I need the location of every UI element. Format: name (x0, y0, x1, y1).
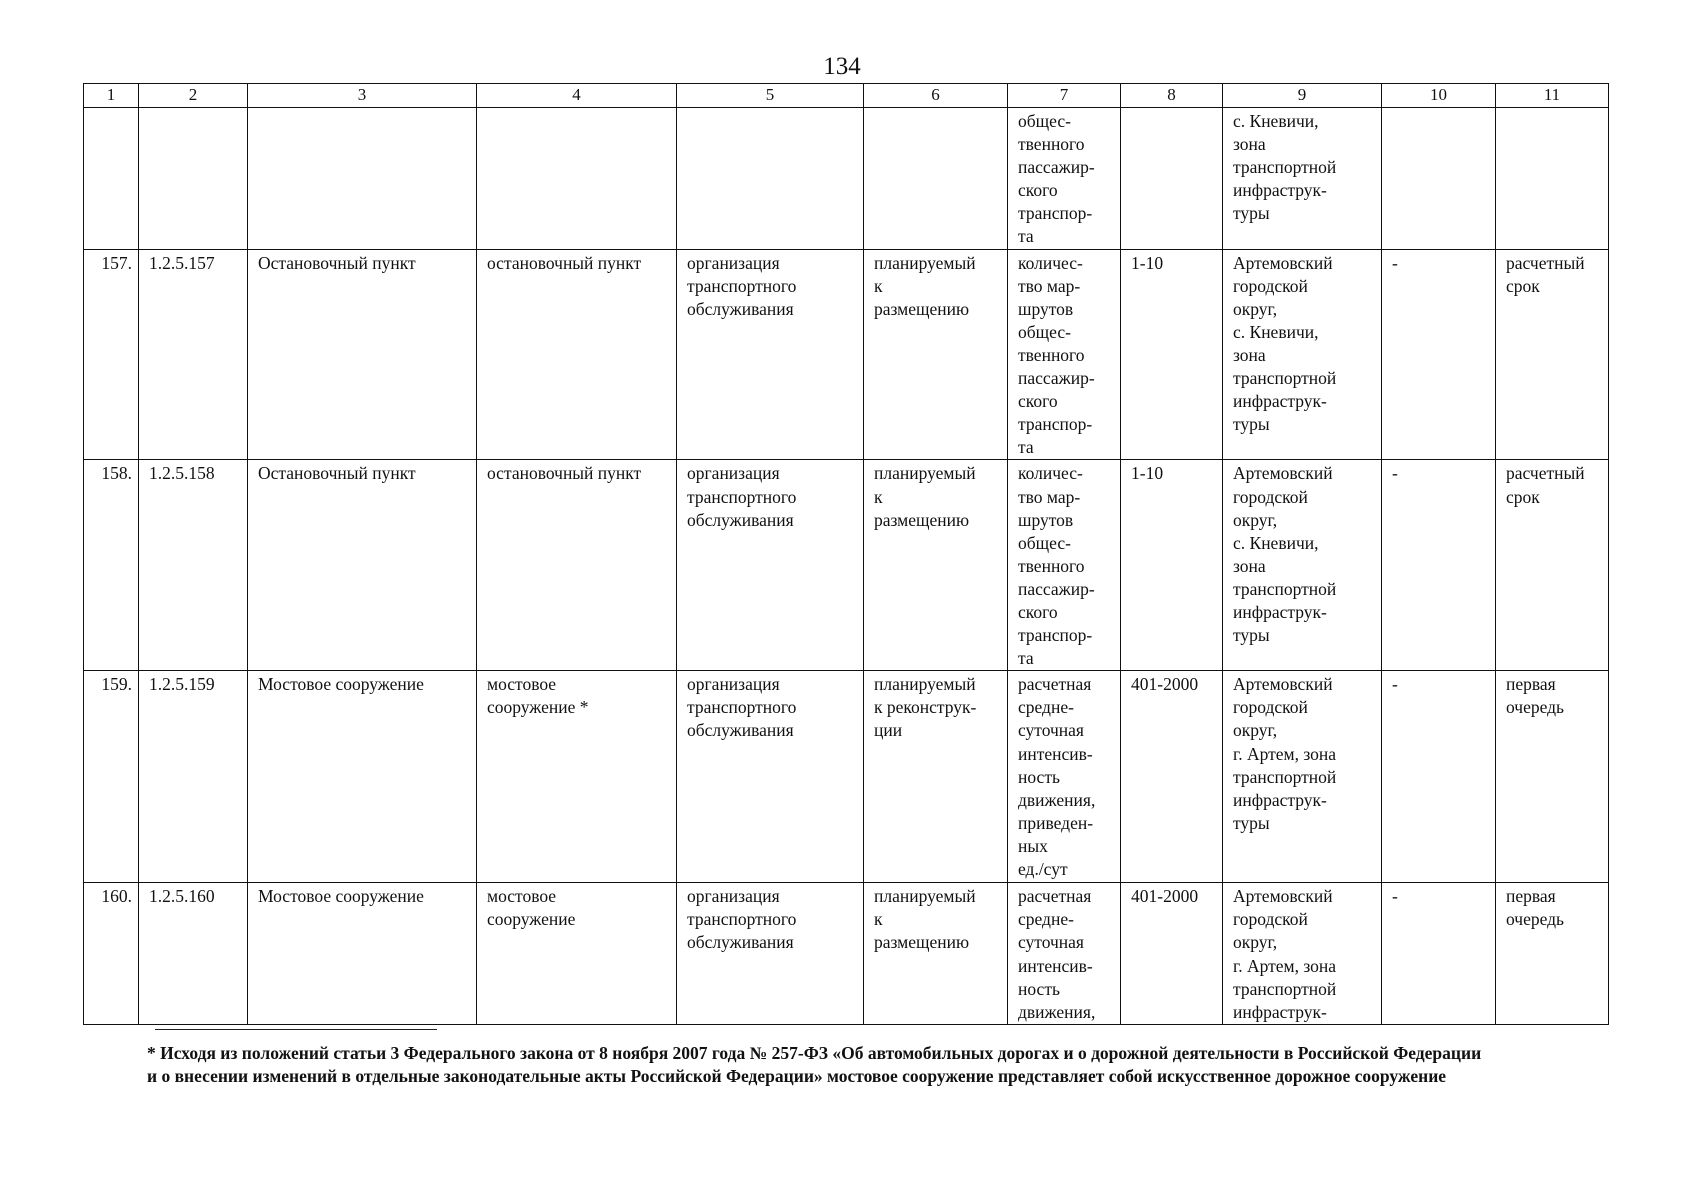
object-characteristic: расчетная средне- суточная интенсив- ность движения, (1008, 883, 1121, 1025)
object-type: мостовое сооружение * (477, 671, 677, 883)
column-number: 6 (864, 84, 1008, 108)
footnote-line: * Исходя из положений статьи 3 Федерального закона от 8 ноября 2007 года № 257-ФЗ «Об автомобильных дорогах и о дорожной деятельности в Российской Федерации (147, 1043, 1482, 1063)
object-code: 1.2.5.158 (139, 460, 248, 671)
object-purpose: организация транспортного обслуживания (677, 460, 864, 671)
object-location: Артемовский городской округ, г. Артем, зона транспортной инфраструк- туры (1223, 671, 1382, 883)
table-cell (248, 108, 477, 250)
object-location: Артемовский городской округ, г. Артем, зона транспортной инфраструк- (1223, 883, 1382, 1025)
table-row (84, 883, 1609, 1025)
object-type: остановочный пункт (477, 460, 677, 671)
object-value: 1-10 (1121, 460, 1223, 671)
object-zone: - (1382, 671, 1496, 883)
object-name: Остановочный пункт (248, 249, 477, 460)
object-term: расчетный срок (1496, 249, 1609, 460)
object-purpose: организация транспортного обслуживания (677, 249, 864, 460)
object-zone: - (1382, 460, 1496, 671)
table-cell (139, 108, 248, 250)
row-number: 157. (84, 249, 139, 460)
object-type: мостовое сооружение (477, 883, 677, 1025)
row-number: 160. (84, 883, 139, 1025)
table-row (84, 671, 1609, 883)
object-name: Мостовое сооружение (248, 883, 477, 1025)
object-value: 401-2000 (1121, 883, 1223, 1025)
object-location: Артемовский городской округ, с. Кневичи, зона транспортной инфраструк- туры (1223, 249, 1382, 460)
object-value: 1-10 (1121, 249, 1223, 460)
object-code: 1.2.5.160 (139, 883, 248, 1025)
object-value: 401-2000 (1121, 671, 1223, 883)
object-purpose: организация транспортного обслуживания (677, 883, 864, 1025)
object-term: первая очередь (1496, 883, 1609, 1025)
object-status: планируемый к размещению (864, 460, 1008, 671)
table-row (84, 460, 1609, 671)
table-cell (1121, 108, 1223, 250)
objects-table (83, 83, 1609, 1025)
column-number: 4 (477, 84, 677, 108)
continuation-row (84, 108, 1609, 250)
column-number: 11 (1496, 84, 1609, 108)
column-number: 2 (139, 84, 248, 108)
table-cell (84, 108, 139, 250)
object-zone: - (1382, 883, 1496, 1025)
object-status: планируемый к размещению (864, 249, 1008, 460)
object-name: Остановочный пункт (248, 460, 477, 671)
column-number: 9 (1223, 84, 1382, 108)
row-number: 158. (84, 460, 139, 671)
column-number: 5 (677, 84, 864, 108)
column-number: 8 (1121, 84, 1223, 108)
table-cell (1496, 108, 1609, 250)
table-cell: с. Кневичи, зона транспортной инфраструк- туры (1223, 108, 1382, 250)
table-cell (864, 108, 1008, 250)
table-row (84, 249, 1609, 460)
page-number: 134 (823, 53, 861, 80)
row-number: 159. (84, 671, 139, 883)
object-status: планируемый к реконструк- ции (864, 671, 1008, 883)
column-number-row (84, 84, 1609, 108)
object-characteristic: количес- тво мар- шрутов общес- твенного пассажир- ского транспор- та (1008, 460, 1121, 671)
object-type: остановочный пункт (477, 249, 677, 460)
object-purpose: организация транспортного обслуживания (677, 671, 864, 883)
table-cell (477, 108, 677, 250)
column-number: 3 (248, 84, 477, 108)
column-number: 10 (1382, 84, 1496, 108)
object-code: 1.2.5.157 (139, 249, 248, 460)
object-location: Артемовский городской округ, с. Кневичи, зона транспортной инфраструк- туры (1223, 460, 1382, 671)
object-name: Мостовое сооружение (248, 671, 477, 883)
footnote-line: и о внесении изменений в отдельные законодательные акты Российской Федерации» мостовое сооружение представляет собой искусственное дорожное сооружение (147, 1066, 1447, 1086)
table-cell (677, 108, 864, 250)
column-number: 7 (1008, 84, 1121, 108)
object-zone: - (1382, 249, 1496, 460)
footnote-divider (155, 1029, 437, 1030)
object-status: планируемый к размещению (864, 883, 1008, 1025)
footnote (147, 1042, 1647, 1088)
object-term: первая очередь (1496, 671, 1609, 883)
object-characteristic: количес- тво мар- шрутов общес- твенного пассажир- ского транспор- та (1008, 249, 1121, 460)
table-cell (1382, 108, 1496, 250)
object-characteristic: расчетная средне- суточная интенсив- ность движения, приведен- ных ед./сут (1008, 671, 1121, 883)
object-term: расчетный срок (1496, 460, 1609, 671)
column-number: 1 (84, 84, 139, 108)
object-code: 1.2.5.159 (139, 671, 248, 883)
table-cell: общес- твенного пассажир- ского транспор- та (1008, 108, 1121, 250)
